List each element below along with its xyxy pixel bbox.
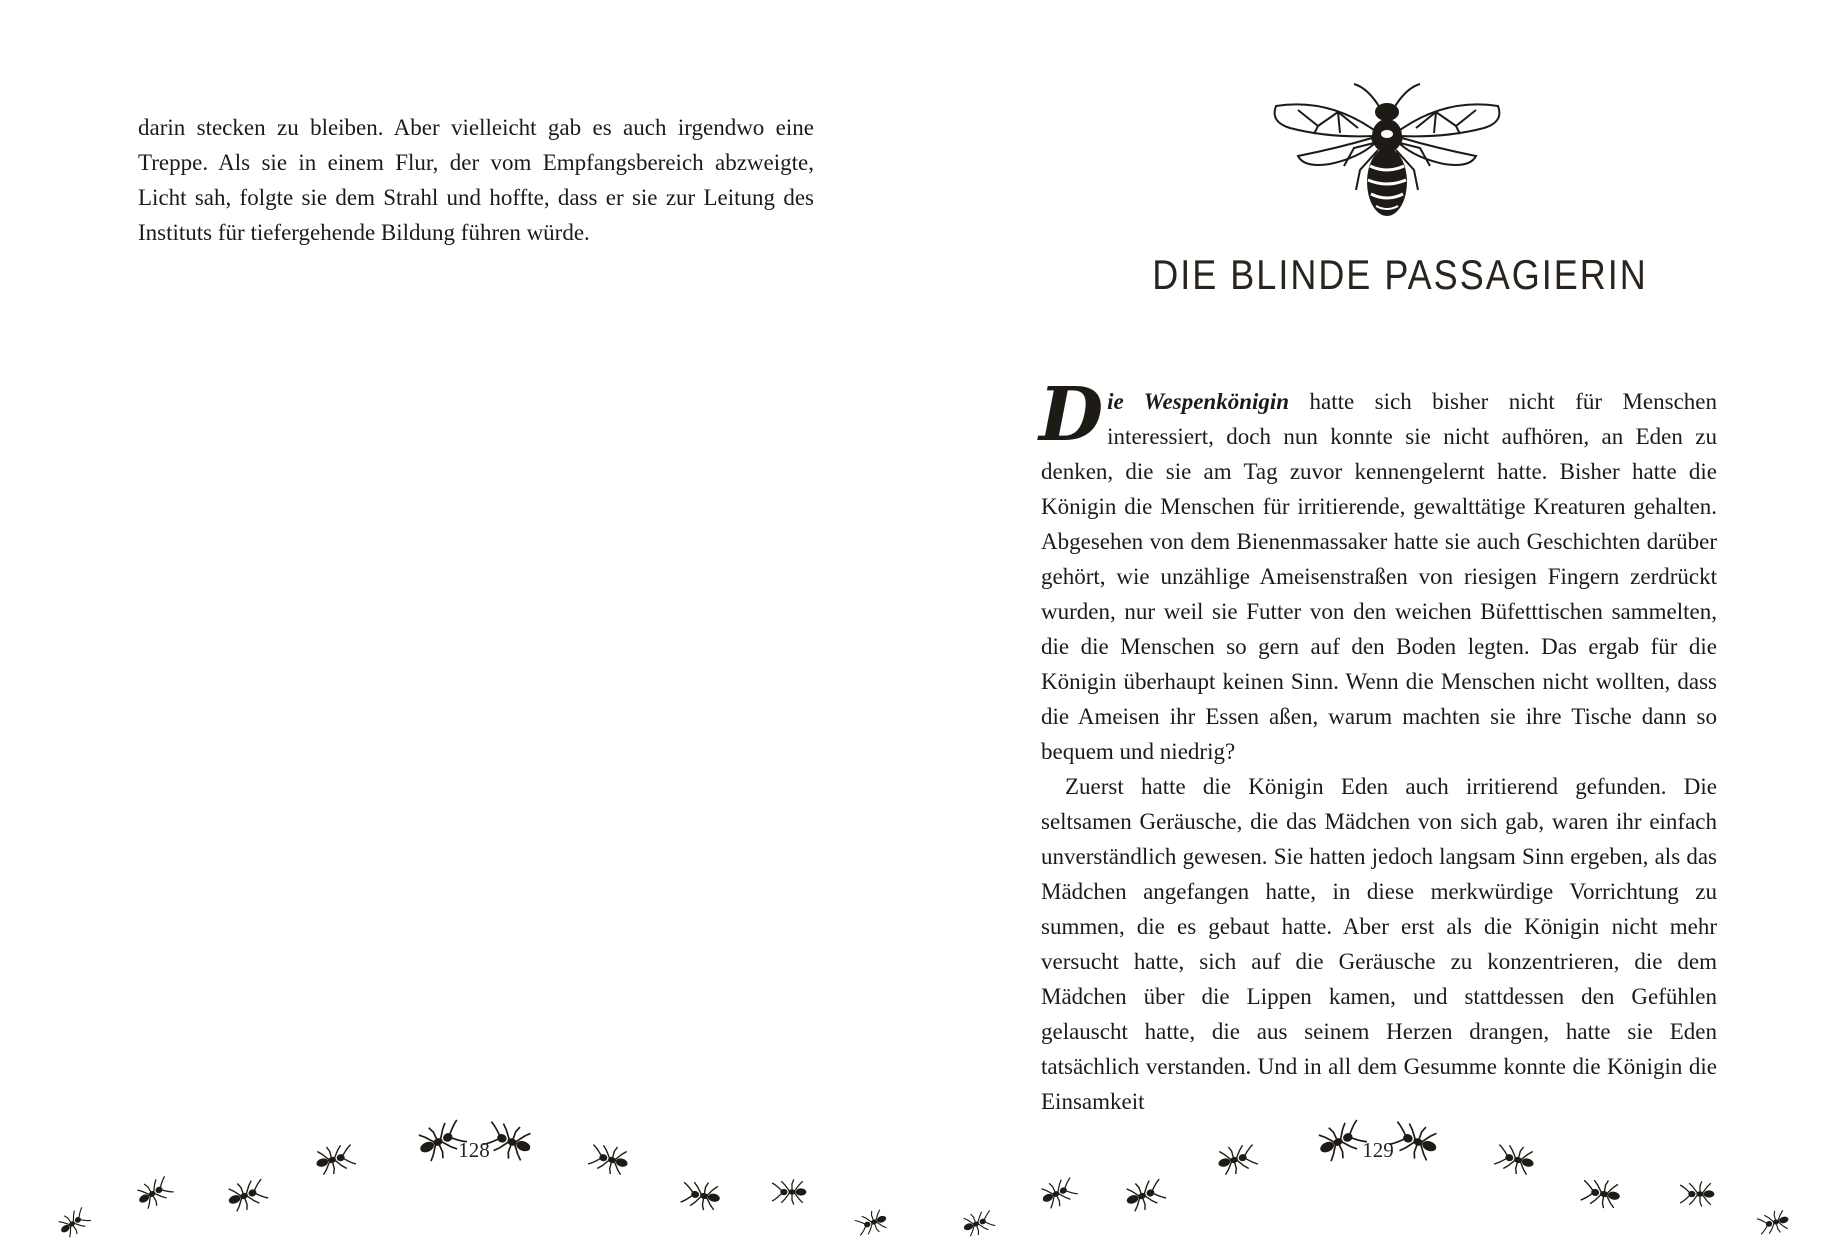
ant-icon [55,1205,93,1240]
ant-icon [1038,1174,1080,1211]
left-page [0,0,915,1240]
paragraph [1039,372,1717,769]
text-line: Treppe. Als sie in einem Flur, der vom Empfangsbereich abzweigte, [138,150,814,175]
ant-icon [133,1173,175,1212]
ant-icon [960,1207,996,1238]
paragraph: Zuerst hatte die Königin Eden auch irritierend gefunden. Die seltsamen Geräusche, die das Mädchen von sich gab, waren ihr einfach unverständlich gewesen. Sie hatten jedoch langsam Sinn ergeben, als das Mädchen angefangen hatte, in diese merkwürdige Vorrichtung zu summen, die es gebaut hatte. Aber erst als die Königin nicht mehr versucht hatte, sich auf die Geräusche zu konzentrieren, die dem Mädchen über die Lippen kamen, und stattdessen den Gefühlen gelauscht hatte, die aus seinem Herzen drangen, hatte sie Eden tatsächlich verstanden. Und in all dem Gesumme konnte die Königin die Einsamkeit [1041,774,1717,1114]
ant-border [0,1100,1831,1240]
ant-icon [1580,1176,1622,1210]
ant-icon [1756,1208,1791,1238]
page-number-right: 129 [1362,1138,1394,1162]
right-page-text [1039,372,1717,1119]
ant-icon [224,1175,269,1214]
chapter-title: DIE BLINDE PASSAGIERIN [1152,250,1648,298]
ant-icon [680,1178,722,1212]
text-line: Instituts für tiefergehende Bildung führen würde. [138,220,590,245]
page-number-left: 128 [458,1138,490,1162]
ant-icon [854,1207,890,1238]
drop-cap: D [1039,372,1104,458]
ant-icon [1215,1141,1259,1178]
left-page-text [138,110,814,250]
text-line: darin stecken zu bleiben. Aber vielleicht gab es auch irgendwo eine [138,115,814,140]
ant-icon [1122,1175,1167,1214]
ant-icon [587,1141,631,1178]
lead-italic: ie Wespenkönigin [1107,389,1290,414]
ant-icon [1680,1181,1714,1206]
ant-icon [313,1141,357,1178]
text-line: Licht sah, folgte sie dem Strahl und hoffte, dass er sie zur Leitung des [138,185,814,210]
wasp-icon [1268,78,1506,226]
ant-icon [772,1179,806,1204]
ant-icon [1493,1141,1537,1178]
paragraph-body: hatte sich bisher nicht für Menschen interessiert, doch nun konnte sie nicht aufhören, an Eden zu denken, die sie am Tag zuvor kennengelernt hatte. Bisher hatte die Königin die Menschen für irritierende, gewalttätige Kreaturen gehalten. Abgesehen von dem Bienenmassaker hatte sie auch Geschichten darüber gehört, wie unzählige Ameisenstraßen von riesigen Fingern zerdrückt wurden, nur weil sie Futter von den weichen Büfetttischen sammelten, die die Menschen so gern auf den Boden legten. Das ergab für die Königin überhaupt keinen Sinn. Wenn die Menschen nicht wollten, dass die Ameisen ihr Essen aßen, warum machten sie ihre Tische dann so bequem und niedrig? [1041,389,1717,764]
